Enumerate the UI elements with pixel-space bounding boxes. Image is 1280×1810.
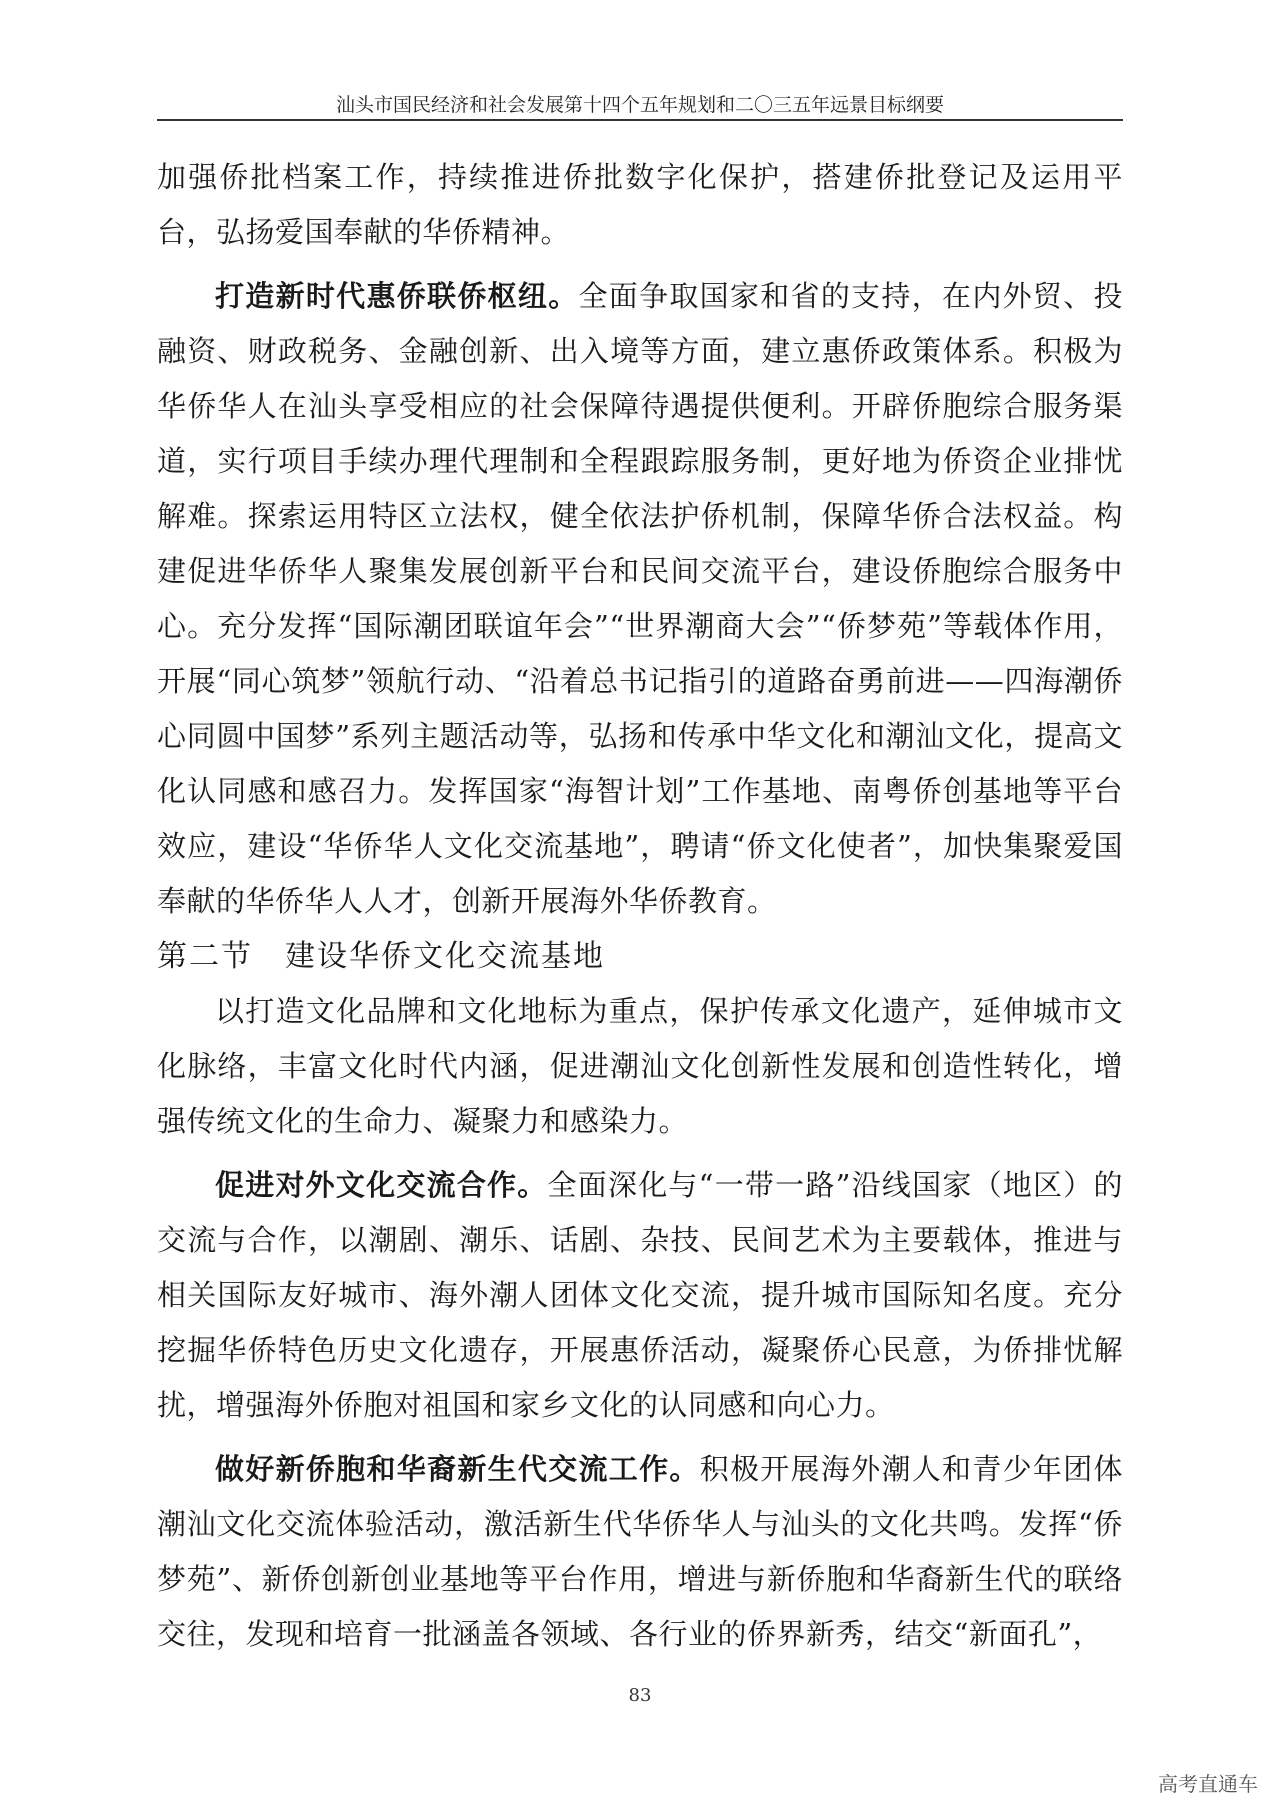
paragraph-lead-heading: 促进对外文化交流合作。: [215, 1168, 548, 1202]
paragraph-new-generation: [157, 1442, 1123, 1662]
paragraph-section-intro: 以打造文化品牌和文化地标为重点，保护传承文化遗产，延伸城市文化脉络，丰富文化时代内涵，促进潮汕文化创新性发展和创造性转化，增强传统文化的生命力、凝聚力和感染力。: [157, 994, 1123, 1138]
paragraph-cultural-exchange: [157, 1158, 1123, 1433]
paragraph-body-text: 全面深化与“一带一路”沿线国家（地区）的交流与合作，以潮剧、潮乐、话剧、杂技、民间艺术为主要载体，推进与相关国际友好城市、海外潮人团体文化交流，提升城市国际知名度。充分挖掘华侨特色历史文化遗存，开展惠侨活动，凝聚侨心民意，为侨排忧解扰，增强海外侨胞对祖国和家乡文化的认同感和向心力。: [157, 1168, 1123, 1422]
header-divider: [157, 119, 1123, 121]
paragraph-body-text: 积极开展海外潮人和青少年团体潮汕文化交流体验活动，激活新生代华侨华人与汕头的文化共鸣。发挥“侨梦苑”、新侨创新创业基地等平台作用，增进与新侨胞和华裔新生代的联络交往，发现和培育一批涵盖各领域、各行业的侨界新秀，结交“新面孔”，: [157, 1452, 1123, 1651]
paragraph-body-text: 全面争取国家和省的支持，在内外贸、投融资、财政税务、金融创新、出入境等方面，建立惠侨政策体系。积极为华侨华人在汕头享受相应的社会保障待遇提供便利。开辟侨胞综合服务渠道，实行项目手续办理代理制和全程跟踪服务制，更好地为侨资企业排忧解难。探索运用特区立法权，健全依法护侨机制，保障华侨合法权益。构建促进华侨华人聚集发展创新平台和民间交流平台，建设侨胞综合服务中心。充分发挥“国际潮团联谊年会”“世界潮商大会”“侨梦苑”等载体作用，开展“同心筑梦”领航行动、“沿着总书记指引的道路奋勇前进——四海潮侨心同圆中国梦”系列主题活动等，弘扬和传承中华文化和潮汕文化，提高文化认同感和感召力。发挥国家“海智计划”工作基地、南粤侨创基地等平台效应，建设“华侨华人文化交流基地”，聘请“侨文化使者”，加快集聚爱国奉献的华侨华人人才，创新开展海外华侨教育。: [157, 279, 1123, 918]
paragraph-continuation: 加强侨批档案工作，持续推进侨批数字化保护，搭建侨批登记及运用平台，弘扬爱国奉献的华侨精神。: [157, 160, 1123, 249]
page-number: 83: [628, 1685, 652, 1706]
section-title: 第二节 建设华侨文化交流基地: [157, 939, 605, 974]
watermark-text: 高考直通车: [1158, 1772, 1258, 1796]
page-header-title: 汕头市国民经济和社会发展第十四个五年规划和二〇三五年远景目标纲要: [335, 94, 944, 116]
paragraph-overseas-hub: [157, 269, 1123, 929]
paragraph-lead-heading: 做好新侨胞和华裔新生代交流工作。: [215, 1452, 700, 1486]
paragraph-lead-heading: 打造新时代惠侨联侨枢纽。: [215, 279, 579, 313]
document-body: [157, 150, 1123, 1662]
